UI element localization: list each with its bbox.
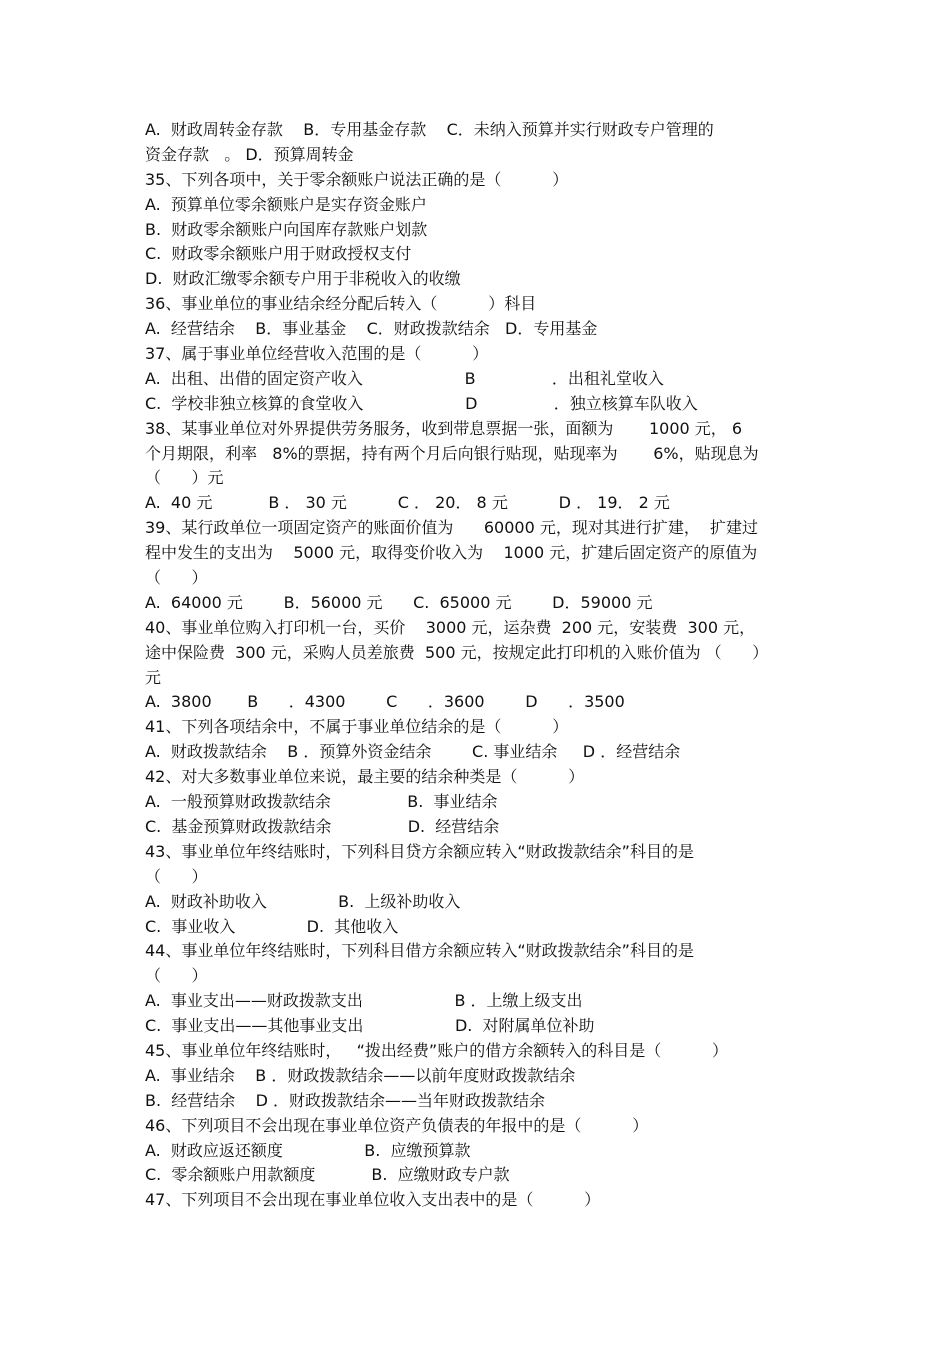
option-line: C. 事业支出——其他事业支出 D. 对附属单位补助 (145, 1016, 595, 1036)
question-stem: 个月期限，利率 8%的票据，持有两个月后向银行贴现，贴现率为 6%，贴现息为 (145, 443, 759, 463)
question-stem: 45、事业单位年终结账时， “拨出经费”账户的借方余额转入的科目是（ ） (145, 1040, 729, 1060)
question-stem: （ ） (145, 568, 208, 588)
option-line: A. 事业结余 B ．财政拨款结余——以前年度财政拨款结余 (145, 1065, 576, 1085)
option-line: C. 财政零余额账户用于财政授权支付 (145, 244, 412, 264)
question-stem: 38、某事业单位对外界提供劳务服务，收到带息票据一张，面额为 1000 元， 6 (145, 418, 743, 438)
question-stem: 41、下列各项结余中，不属于事业单位结余的是（ ） (145, 717, 569, 737)
question-list (145, 118, 815, 1213)
option-line: A. 经营结余 B．事业基金 C．财政拨款结余 D．专用基金 (145, 319, 598, 339)
option-line: A. 预算单位零余额账户是实存资金账户 (145, 194, 427, 214)
question-stem: 46、下列项目不会出现在事业单位资产负债表的年报中的是（ ） (145, 1115, 649, 1135)
option-line: A. 财政拨款结余 B ．预算外资金结余 C. 事业结余 D ．经营结余 (145, 742, 681, 762)
question-stem: （ ） (145, 866, 208, 886)
option-line: C. 事业收入 D. 其他收入 (145, 916, 399, 936)
text-line: A. 财政周转金存款 B．专用基金存款 C．未纳入预算并实行财政专户管理的 (145, 120, 714, 139)
option-line: A. 40 元 B ． 30 元 C ． 20． 8 元 D ． 19． 2 元 (145, 493, 670, 513)
question-stem: 42、对大多数事业单位来说，最主要的结余种类是（ ） (145, 767, 585, 787)
question-stem: 程中发生的支出为 5000 元，取得变价收入为 1000 元，扩建后固定资产的原值为 (145, 543, 758, 563)
option-line: A. 财政应返还额度 B. 应缴预算款 (145, 1140, 471, 1160)
question-stem: 39、某行政单位一项固定资产的账面价值为 60000 元，现对其进行扩建， 扩建过 (145, 518, 759, 538)
question-stem: 37、属于事业单位经营收入范围的是（ ） (145, 344, 489, 364)
option-line: A. 事业支出——财政拨款支出 B ．上缴上级支出 (145, 991, 583, 1011)
question-stem: 元 (145, 667, 162, 687)
option-line: C. 基金预算财政拨款结余 D. 经营结余 (145, 816, 500, 836)
option-line: A. 出租、出借的固定资产收入 B ．出租礼堂收入 (145, 368, 664, 388)
option-line: B. 财政零余额账户向国库存款账户划款 (145, 219, 428, 239)
option-line: D. 财政汇缴零余额专户用于非税收入的收缴 (145, 269, 461, 289)
text-line: 资金存款 。 D．预算周转金 (145, 144, 354, 164)
question-stem: （ ）元 (145, 468, 224, 488)
option-line: C. 学校非独立核算的食堂收入 D ．独立核算车队收入 (145, 393, 698, 413)
question-stem: 47、下列项目不会出现在事业单位收入支出表中的是（ ） (145, 1190, 601, 1210)
option-line: A. 64000 元 B．56000 元 C. 65000 元 D．59000 元 (145, 592, 653, 612)
option-line: A. 3800 B ．4300 C ．3600 D ．3500 (145, 692, 625, 712)
option-line: B. 经营结余 D ．财政拨款结余——当年财政拨款结余 (145, 1090, 545, 1110)
question-stem: 35、下列各项中，关于零余额账户说法正确的是（ ） (145, 169, 569, 189)
option-line: A. 财政补助收入 B. 上级补助收入 (145, 891, 461, 911)
question-stem: 44、事业单位年终结账时，下列科目借方余额应转入“财政拨款结余”科目的是 (145, 941, 694, 961)
question-stem: 43、事业单位年终结账时，下列科目贷方余额应转入“财政拨款结余”科目的是 (145, 841, 694, 861)
question-stem: 40、事业单位购入打印机一台，买价 3000 元，运杂费 200 元，安装费 300 元， (145, 617, 756, 637)
question-stem: 36、事业单位的事业结余经分配后转入（ ）科目 (145, 294, 537, 314)
option-line: C. 零余额账户用款额度 B. 应缴财政专户款 (145, 1165, 510, 1185)
question-stem: （ ） (145, 966, 208, 986)
option-line: A. 一般预算财政拨款结余 B. 事业结余 (145, 792, 498, 812)
question-stem: 途中保险费 300 元，采购人员差旅费 500 元，按规定此打印机的入账价值为 （ ） (145, 642, 769, 662)
